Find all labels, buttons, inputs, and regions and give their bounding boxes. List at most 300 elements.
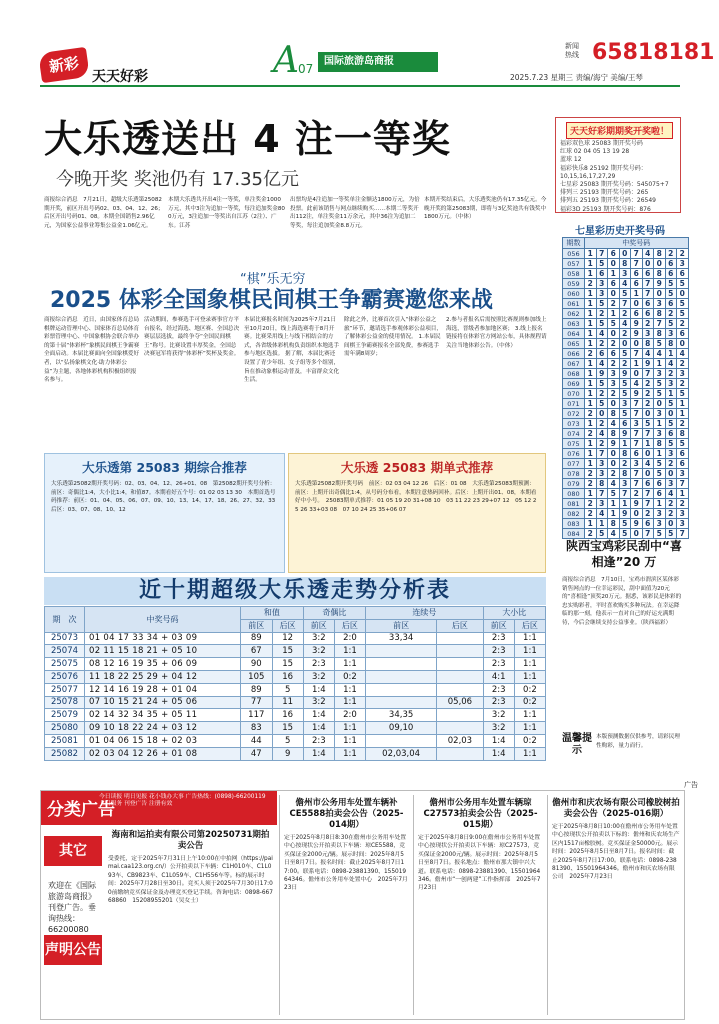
row-sum-front: 89 [241, 683, 273, 696]
history-digit: 5 [654, 379, 666, 389]
history-digit: 1 [585, 259, 597, 269]
history-digit: 7 [631, 249, 643, 259]
history-digit: 5 [596, 529, 608, 539]
history-issue: 082 [563, 509, 585, 519]
history-digit: 5 [665, 319, 677, 329]
history-digit: 8 [654, 309, 666, 319]
seven-star-title: 七星彩历史开奖号码 [575, 226, 665, 237]
row-parity-back: 1:1 [334, 683, 365, 696]
history-digit: 0 [608, 399, 620, 409]
history-digit: 3 [665, 379, 677, 389]
history-row [563, 399, 689, 409]
history-digit: 1 [619, 439, 631, 449]
history-digit: 2 [619, 359, 631, 369]
history-digit: 4 [665, 359, 677, 369]
history-digit: 1 [596, 519, 608, 529]
history-digit: 0 [665, 469, 677, 479]
row-consec-front [366, 645, 437, 658]
history-digit: 6 [631, 279, 643, 289]
history-digit: 2 [585, 469, 597, 479]
history-digit: 3 [665, 329, 677, 339]
analysis-row [45, 747, 546, 760]
result-line: 排列五 25193 期开奖号码：26549 [560, 197, 656, 205]
history-row [563, 499, 689, 509]
notice-title: 儋州市公务用车处置车辆琼C27573拍卖会公告（2025-015期） [423, 798, 538, 830]
history-digit: 0 [631, 509, 643, 519]
history-row [563, 249, 689, 259]
chess-article-col4 [344, 316, 442, 446]
history-digit: 1 [608, 269, 620, 279]
rec-single-body: 大乐透第25082期开奖号码 前区：02 03 04 12 26 后区：01 08 大乐透第25083期预测：前区：上期开出奇偶比1:4，从号码分布看，本期注意热码回补。后区：上期开出01、08，本期看好中小号。 25083期单式推荐：01 05 19 20 31+08 10 03 11 22 23 29+07 12 05 12 25 26 33+03 08 07 10 24 25 35+06 07 [295, 481, 537, 513]
tips-body: 本版预测数据仅供参考，请彩民理性购彩，量力而行。 [596, 734, 680, 749]
dateline: 2025.7.23 星期三 责编/海宁 美编/王琴 [510, 73, 643, 82]
row-size-front: 3:2 [483, 709, 514, 722]
hotline-number: 65818181 [592, 40, 715, 65]
notice-car-ce5588 [284, 798, 409, 1024]
history-digit: 6 [654, 489, 666, 499]
history-digit: 5 [608, 489, 620, 499]
row-size-back: 1:1 [514, 722, 545, 735]
row-issue: 25077 [45, 683, 85, 696]
history-digit: 7 [654, 319, 666, 329]
history-digit: 7 [631, 429, 643, 439]
history-row [563, 289, 689, 299]
h-size: 大小比 [483, 607, 545, 620]
result-line: 排列三 25193 期开奖号码：265 [560, 189, 649, 197]
history-row [563, 519, 689, 529]
row-parity-front: 3:2 [303, 670, 334, 683]
row-size-front: 1:4 [483, 747, 514, 760]
history-digit: 9 [608, 439, 620, 449]
history-digit: 2 [642, 509, 654, 519]
history-digit: 0 [642, 409, 654, 419]
history-digit: 4 [619, 279, 631, 289]
history-digit: 6 [608, 349, 620, 359]
h-back: 后区 [334, 619, 365, 632]
history-digit: 2 [665, 499, 677, 509]
row-sum-front: 44 [241, 734, 273, 747]
result-line: 10,15,16,17,27,29 [560, 172, 616, 180]
rec-comprehensive-body: 大乐透第25082期开奖号码：02、03、04、12、26+01、08 第25082期开奖号分析：前区：奇偶比1:4，大小比1:4，和值87。本期看好五个号：01 02 03 13 30 本期首选号码推荐：前区：01、04、05、06、07、09、10、13、14、17、18、26、27、32、33 后区：03、07、08、10、12 [51, 481, 281, 513]
result-line: 福彩3D 25193 期开奖号码：876 [560, 205, 651, 213]
history-digit: 6 [631, 269, 643, 279]
row-parity-back: 1:1 [334, 747, 365, 760]
history-digit: 6 [677, 449, 689, 459]
row-sum-back: 5 [272, 683, 303, 696]
analysis-row [45, 709, 546, 722]
row-numbers: 08 12 16 19 35 + 06 09 [85, 658, 241, 671]
history-issue: 071 [563, 399, 585, 409]
history-digit: 2 [619, 459, 631, 469]
other-section-label: 其它 [44, 836, 102, 866]
history-digit: 3 [596, 499, 608, 509]
history-digit: 0 [665, 409, 677, 419]
history-digit: 2 [608, 299, 620, 309]
history-row [563, 439, 689, 449]
row-sum-back: 15 [272, 722, 303, 735]
history-digit: 1 [585, 249, 597, 259]
history-digit: 7 [619, 489, 631, 499]
history-digit: 4 [608, 479, 620, 489]
history-digit: 6 [596, 269, 608, 279]
analysis-row [45, 696, 546, 709]
history-digit: 0 [642, 469, 654, 479]
history-digit: 2 [596, 339, 608, 349]
lottery-results-title: 天天好彩期期奖开奖啦！ [566, 122, 673, 139]
row-size-back: 1:1 [514, 747, 545, 760]
history-digit: 4 [631, 379, 643, 389]
history-digit: 2 [608, 469, 620, 479]
history-digit: 5 [619, 289, 631, 299]
chess-article-col5 [446, 316, 548, 446]
history-digit: 1 [585, 319, 597, 329]
history-digit: 8 [608, 429, 620, 439]
chess-article-col3 [244, 316, 340, 446]
history-digit: 2 [585, 479, 597, 489]
history-digit: 1 [585, 369, 597, 379]
history-digit: 5 [619, 529, 631, 539]
history-issue: 062 [563, 309, 585, 319]
row-size-front: 1:4 [483, 734, 514, 747]
history-row [563, 489, 689, 499]
history-digit: 6 [677, 329, 689, 339]
history-digit: 5 [654, 469, 666, 479]
row-parity-front: 2:3 [303, 734, 334, 747]
history-digit: 8 [619, 259, 631, 269]
row-consec-front: 09,10 [366, 722, 437, 735]
history-digit: 6 [665, 269, 677, 279]
h-front: 前区 [483, 619, 514, 632]
column-divider [547, 795, 548, 1015]
history-digit: 5 [619, 379, 631, 389]
history-digit: 2 [608, 389, 620, 399]
column-divider [279, 795, 280, 1015]
history-digit: 5 [642, 419, 654, 429]
tips-label: 温馨提示 [562, 733, 592, 756]
analysis-title: 近十期超级大乐透走势分析表 [44, 577, 546, 605]
history-digit: 7 [677, 479, 689, 489]
history-issue: 069 [563, 379, 585, 389]
history-digit: 2 [665, 249, 677, 259]
row-sum-front: 105 [241, 670, 273, 683]
main-headline: 大乐透送出 4 注一等奖 [44, 117, 451, 161]
row-size-back: 0:2 [514, 683, 545, 696]
history-digit: 5 [665, 419, 677, 429]
history-digit: 3 [677, 519, 689, 529]
section-logo-badge: 新彩 [38, 47, 90, 83]
chess-paragraph: 本届比赛报名时间为2025年7月21日至10月20日，线上海选赛将于8月开赛。比赛采用线上与线下相结合的方式，各省级体彩机构负责组织本地选手参与地区选拔。 [244, 317, 340, 358]
history-digit: 5 [677, 389, 689, 399]
history-row [563, 299, 689, 309]
history-digit: 6 [631, 309, 643, 319]
row-numbers: 01 04 06 15 18 + 02 03 [85, 734, 241, 747]
row-size-front: 2:3 [483, 658, 514, 671]
notice-title: 儋州市和庆农场有限公司橡胶树拍卖会公告（2025-016期） [552, 798, 680, 819]
row-consec-front [366, 683, 437, 696]
history-issue: 064 [563, 329, 585, 339]
history-digit: 1 [677, 399, 689, 409]
history-digit: 4 [642, 349, 654, 359]
history-digit: 2 [608, 339, 620, 349]
result-line: 蓝球 12 [560, 156, 582, 164]
history-digit: 1 [654, 359, 666, 369]
history-digit: 9 [631, 519, 643, 529]
row-sum-back: 16 [272, 670, 303, 683]
history-digit: 2 [596, 439, 608, 449]
row-issue: 25074 [45, 645, 85, 658]
row-parity-front: 1:4 [303, 722, 334, 735]
history-digit: 3 [677, 369, 689, 379]
row-consec-back [437, 747, 483, 760]
row-numbers: 11 18 22 25 29 + 04 12 [85, 670, 241, 683]
column-divider [413, 795, 414, 1015]
history-issue: 080 [563, 489, 585, 499]
history-digit: 5 [654, 459, 666, 469]
history-digit: 5 [665, 289, 677, 299]
history-digit: 3 [642, 329, 654, 339]
paper-name: 国际旅游岛商报 [318, 52, 438, 72]
h-issue: 期 次 [45, 607, 85, 633]
history-digit: 1 [654, 449, 666, 459]
history-digit: 5 [596, 259, 608, 269]
history-digit: 2 [585, 279, 597, 289]
history-digit: 3 [677, 259, 689, 269]
history-digit: 9 [654, 279, 666, 289]
history-row [563, 309, 689, 319]
rec-comprehensive-title: 大乐透第 25083 期综合推荐 [82, 460, 247, 475]
chess-paragraph: 2.参与者报名后需按照比赛规则参加线上海选，晋级者参加地区赛； [446, 317, 547, 332]
history-digit: 2 [585, 409, 597, 419]
history-digit: 8 [596, 479, 608, 489]
history-digit: 4 [677, 349, 689, 359]
row-sum-front: 117 [241, 709, 273, 722]
hotline-label: 新闻热线 [565, 42, 579, 59]
history-digit: 0 [642, 259, 654, 269]
headline-article-col2: 本期大乐透共开出4注一等奖，单注奖金1000万元，其中3注为追加一等奖，每注追加奖金800万元，3注追加一等奖出自江苏（2注）、广东。江苏 [168, 197, 285, 229]
history-issue: 061 [563, 299, 585, 309]
history-digit: 1 [642, 439, 654, 449]
history-digit: 6 [677, 269, 689, 279]
history-digit: 6 [665, 429, 677, 439]
classifieds-bar-info: 今日读报 明日见报 花小钱办大事 广告热线：(0898)-66200119 上门服务 刊登广告 注册有效 [99, 794, 272, 808]
history-digit: 0 [631, 299, 643, 309]
history-row [563, 259, 689, 269]
history-digit: 0 [631, 369, 643, 379]
row-issue: 25075 [45, 658, 85, 671]
history-digit: 1 [585, 359, 597, 369]
history-issue: 057 [563, 259, 585, 269]
row-consec-back [437, 670, 483, 683]
history-digit: 5 [596, 399, 608, 409]
history-digit: 8 [619, 469, 631, 479]
history-digit: 0 [608, 329, 620, 339]
history-digit: 7 [642, 289, 654, 299]
headline-article-col3: 出票均是4注追加一等奖单注金额达1800万元，为倍投票。此前该销售与网点继续购买……本期二等奖开出112注，单注奖金11万余元，其中36注为追加二等奖，每注追加奖金8.8万元。 [290, 197, 420, 229]
history-digit: 1 [585, 339, 597, 349]
analysis-row [45, 645, 546, 658]
history-issue: 067 [563, 359, 585, 369]
history-digit: 1 [585, 299, 597, 309]
row-numbers: 02 03 04 12 26 + 01 08 [85, 747, 241, 760]
history-digit: 1 [665, 389, 677, 399]
history-digit: 2 [585, 429, 597, 439]
history-digit: 2 [596, 309, 608, 319]
row-consec-front: 02,03,04 [366, 747, 437, 760]
row-size-front: 2:3 [483, 683, 514, 696]
shaanxi-headline: 陕西宝鸡彩民刮中“喜相逢”20 万 [566, 539, 682, 569]
row-sum-back: 9 [272, 747, 303, 760]
row-size-front: 2:3 [483, 696, 514, 709]
h-back: 后区 [437, 619, 483, 632]
history-digit: 8 [677, 429, 689, 439]
history-digit: 5 [619, 409, 631, 419]
history-digit: 1 [585, 379, 597, 389]
history-digit: 3 [677, 469, 689, 479]
history-issue: 070 [563, 389, 585, 399]
history-digit: 1 [585, 419, 597, 429]
row-numbers: 12 14 16 19 28 + 01 04 [85, 683, 241, 696]
history-digit: 8 [654, 329, 666, 339]
history-digit: 5 [619, 349, 631, 359]
row-consec-front [366, 670, 437, 683]
history-digit: 3 [665, 479, 677, 489]
history-digit: 2 [608, 359, 620, 369]
history-digit: 2 [619, 329, 631, 339]
history-digit: 7 [631, 409, 643, 419]
chess-paragraph: 商报综合消息 近日，由国家体育总局棋牌运动管理中心、国家体育总局体育彩票管理中心、中国象棋协会联合举办的第十届“体彩杯”象棋民间棋王争霸赛全面启动。本届比赛面向全国象棋爱好者，以“弘扬象棋文化·助力体彩公益”为主题，各地体彩机构积极组织报名参与。 [44, 317, 140, 384]
history-digit: 1 [631, 359, 643, 369]
notice-body: 受委托，定于2025年7月31日上午10:00在中拍网（https://paimai.caa123.org.cn/）公开拍卖以下车辆：C1H010车、C1L093车、CB9823车、C1L059车、C1H556车等。标的展示时间：2025年7月28日至30日。竞买人须于2025年7月30日17:00前缴纳竞买保证金及办理竞买登记手续。咨询电话：0898-66768860 15208955201（吴女士） [108, 856, 273, 905]
history-digit: 2 [642, 389, 654, 399]
row-consec-back: 05,06 [437, 696, 483, 709]
history-digit: 4 [596, 509, 608, 519]
row-parity-front: 1:4 [303, 683, 334, 696]
history-digit: 9 [619, 369, 631, 379]
history-digit: 3 [631, 419, 643, 429]
main-subheadline: 今晚开奖 奖池仍有 17.35亿元 [56, 169, 299, 190]
row-sum-back: 15 [272, 645, 303, 658]
row-parity-back: 2:0 [334, 632, 365, 645]
history-digit: 9 [631, 499, 643, 509]
history-digit: 2 [677, 249, 689, 259]
history-row [563, 339, 689, 349]
rec-comprehensive-box [44, 453, 285, 573]
history-digit: 9 [619, 429, 631, 439]
headline-article-col1: 商报综合消息 7月21日，超级大乐透第25082期开奖，前区开出号码02、03、04、12、26；后区开出号码01、08。本期全国销售2.96亿元，为国家公益事业筹集公益金1.06亿元。 [44, 197, 164, 229]
history-row [563, 509, 689, 519]
result-line: 七星彩 25083 期开奖号码：545075+7 [560, 181, 669, 189]
notice-rubber-trees [552, 798, 680, 1013]
history-digit: 2 [677, 319, 689, 329]
history-digit: 1 [585, 519, 597, 529]
chess-paragraph: 1.本届民间棋王争霸赛报名全部免费，参赛选手需年满8周岁； [344, 334, 441, 358]
history-digit: 2 [642, 319, 654, 329]
history-digit: 6 [596, 349, 608, 359]
history-digit: 1 [585, 459, 597, 469]
history-digit: 7 [642, 279, 654, 289]
history-digit: 7 [631, 349, 643, 359]
history-digit: 8 [665, 339, 677, 349]
history-digit: 3 [654, 299, 666, 309]
h-front: 前区 [366, 619, 437, 632]
row-sum-front: 83 [241, 722, 273, 735]
h-front: 前区 [241, 619, 273, 632]
analysis-row [45, 632, 546, 645]
row-consec-front [366, 734, 437, 747]
history-digit: 5 [596, 379, 608, 389]
history-digit: 1 [654, 499, 666, 509]
history-digit: 1 [585, 329, 597, 339]
history-issue: 074 [563, 429, 585, 439]
history-digit: 2 [596, 419, 608, 429]
history-digit: 2 [677, 419, 689, 429]
history-digit: 5 [654, 389, 666, 399]
analysis-row [45, 683, 546, 696]
row-parity-front: 3:2 [303, 696, 334, 709]
row-size-front: 2:3 [483, 632, 514, 645]
h-parity: 奇偶比 [303, 607, 365, 620]
history-digit: 5 [619, 389, 631, 399]
history-digit: 4 [654, 349, 666, 359]
row-consec-back [437, 722, 483, 735]
row-parity-back: 1:1 [334, 658, 365, 671]
history-digit: 5 [677, 309, 689, 319]
history-digit: 1 [585, 489, 597, 499]
row-parity-back: 1:1 [334, 734, 365, 747]
history-digit: 2 [677, 359, 689, 369]
history-digit: 6 [642, 299, 654, 309]
history-digit: 8 [608, 409, 620, 419]
row-size-front: 2:3 [483, 645, 514, 658]
history-digit: 7 [677, 529, 689, 539]
history-digit: 1 [585, 439, 597, 449]
history-digit: 8 [654, 439, 666, 449]
lottery-results-lines [560, 140, 678, 214]
history-digit: 6 [642, 479, 654, 489]
row-size-front: 4:1 [483, 670, 514, 683]
row-size-back: 1:1 [514, 670, 545, 683]
history-digit: 5 [665, 439, 677, 449]
history-digit: 3 [654, 409, 666, 419]
history-digit: 7 [631, 399, 643, 409]
history-digit: 1 [585, 449, 597, 459]
notice-title: 儋州市公务用车处置车辆补CE5588拍卖会公告（2025-014期） [289, 798, 404, 830]
history-digit: 1 [654, 419, 666, 429]
row-size-back: 0:2 [514, 696, 545, 709]
row-issue: 25079 [45, 709, 85, 722]
history-digit: 5 [677, 299, 689, 309]
history-digit: 9 [642, 359, 654, 369]
history-digit: 3 [596, 469, 608, 479]
history-digit: 4 [608, 529, 620, 539]
chess-paragraph: 活动期间，参赛选手可登录赛事官方平台报名，经过海选、地区赛、全国总决赛层层选拔，最终争夺“全国民间棋王”称号。比赛设置丰厚奖金，全国总决赛冠军将获得“体彩杯”奖杯及奖金。 [144, 317, 240, 358]
history-digit: 2 [596, 389, 608, 399]
history-digit: 9 [631, 319, 643, 329]
analysis-row [45, 734, 546, 747]
row-consec-front [366, 696, 437, 709]
history-digit: 4 [596, 429, 608, 439]
result-line: 福彩快乐8 25192 期开奖号码： [560, 164, 647, 172]
history-issue: 077 [563, 459, 585, 469]
classifieds-bar-title: 分类广告 [47, 800, 115, 820]
history-row [563, 379, 689, 389]
row-size-back: 0:2 [514, 734, 545, 747]
history-digit: 0 [654, 259, 666, 269]
history-digit: 0 [654, 399, 666, 409]
history-issue: 066 [563, 349, 585, 359]
history-digit: 1 [585, 289, 597, 299]
seven-star-history-table [562, 237, 689, 539]
